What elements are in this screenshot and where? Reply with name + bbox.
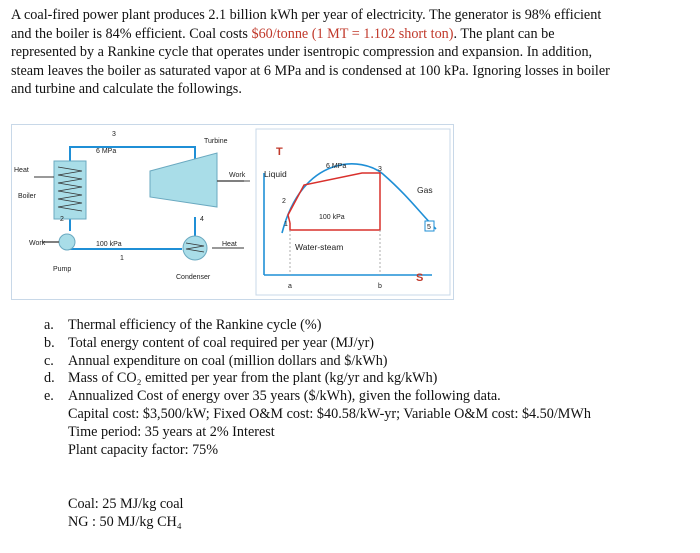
condenser-body (183, 236, 207, 260)
state-3-label: 3 (112, 131, 116, 138)
given-period: Time period: 35 years at 2% Interest (68, 423, 275, 440)
ts-b: b (378, 283, 382, 290)
ts-high-pressure: 6 MPa (326, 163, 347, 170)
marker-e: e. (44, 388, 54, 405)
question-e (44, 388, 694, 406)
boiler-vessel (54, 161, 86, 219)
heat-in-label: Heat (14, 167, 29, 174)
state-1-label: 1 (120, 255, 124, 262)
ts-pt5: 5 (427, 224, 431, 231)
question-a (44, 317, 694, 335)
question-e-text: Annualized Cost of energy over 35 years ($/kWh), given the following data. (68, 388, 501, 405)
ts-pt3: 3 (378, 166, 382, 173)
problem-line-5: and turbine and calculate the followings. (11, 81, 242, 98)
question-c-text: Annual expenditure on coal (million dollars and $/kWh) (68, 352, 388, 369)
work-out-label: Work (229, 172, 246, 179)
condenser-label: Condenser (176, 274, 211, 281)
turbine-body (150, 153, 217, 207)
low-pressure-label: 100 kPa (96, 241, 122, 248)
question-c (44, 353, 694, 371)
ts-axis-s: S (416, 272, 424, 284)
marker-b: b. (44, 334, 55, 351)
rankine-svg (12, 125, 453, 299)
state-2-label: 2 (60, 216, 64, 223)
ts-water-steam: Water-steam (295, 242, 344, 252)
marker-a: a. (44, 317, 54, 333)
problem-line-2a: and the boiler is 84% efficient. Coal costs (11, 25, 252, 42)
ts-liquid-label: Liquid (264, 169, 287, 179)
fuel-coal: Coal: 25 MJ/kg coal (68, 496, 184, 512)
ts-axis-t: T (276, 146, 283, 158)
rankine-cycle-figure (11, 124, 454, 300)
state-4-label: 4 (200, 216, 204, 223)
marker-d: d. (44, 370, 55, 387)
question-list (44, 317, 694, 459)
problem-line-1: A coal-fired power plant produces 2.1 billion kWh per year of electricity. The generator is 98% efficient (11, 7, 602, 23)
marker-c: c. (44, 352, 54, 369)
question-d-text: Mass of CO₂ emitted per year from the plant (kg/yr and kg/kWh) (68, 370, 438, 387)
work-in-label: Work (29, 240, 46, 247)
question-a-text: Thermal efficiency of the Rankine cycle (%) (68, 317, 322, 333)
pump-label: Pump (53, 266, 72, 273)
ts-gas-label: Gas (417, 185, 433, 195)
problem-line-2 (11, 25, 695, 44)
turbine-label: Turbine (204, 138, 228, 145)
boiler-label: Boiler (18, 193, 36, 200)
ts-pt1: 1 (284, 221, 288, 228)
problem-statement (11, 6, 695, 99)
given-capacity: Plant capacity factor: 75% (68, 441, 219, 458)
heat-out-label: Heat (222, 241, 237, 248)
question-b-text: Total energy content of coal required per year (MJ/yr) (68, 334, 375, 351)
ts-pt2: 2 (282, 198, 286, 205)
high-pressure-label: 6 MPa (96, 148, 117, 155)
given-capital: Capital cost: $3,500/kW; Fixed O&M cost: $40.58/kW-yr; Variable O&M cost: $4.50/MWh (68, 405, 591, 422)
ts-low-pressure: 100 kPa (319, 214, 345, 221)
pipe-condenser-pump (67, 240, 182, 249)
problem-line-2b: . The plant can be (453, 25, 555, 42)
coal-cost-highlight: $60/tonne (1 MT = 1.102 short ton) (251, 25, 454, 42)
ts-a: a (288, 283, 292, 290)
problem-line-4: steam leaves the boiler as saturated vapor at 6 MPa and is condensed at 100 kPa. Ignoring losses in boiler (11, 62, 610, 79)
question-b (44, 335, 694, 353)
fuel-data (68, 495, 183, 531)
pump-body (59, 234, 75, 250)
question-d (44, 370, 694, 388)
problem-line-3: represented by a Rankine cycle that operates under isentropic compression and expansion. In addition, (11, 44, 593, 61)
fuel-ng: NG : 50 MJ/kg CH₄ (68, 514, 182, 530)
